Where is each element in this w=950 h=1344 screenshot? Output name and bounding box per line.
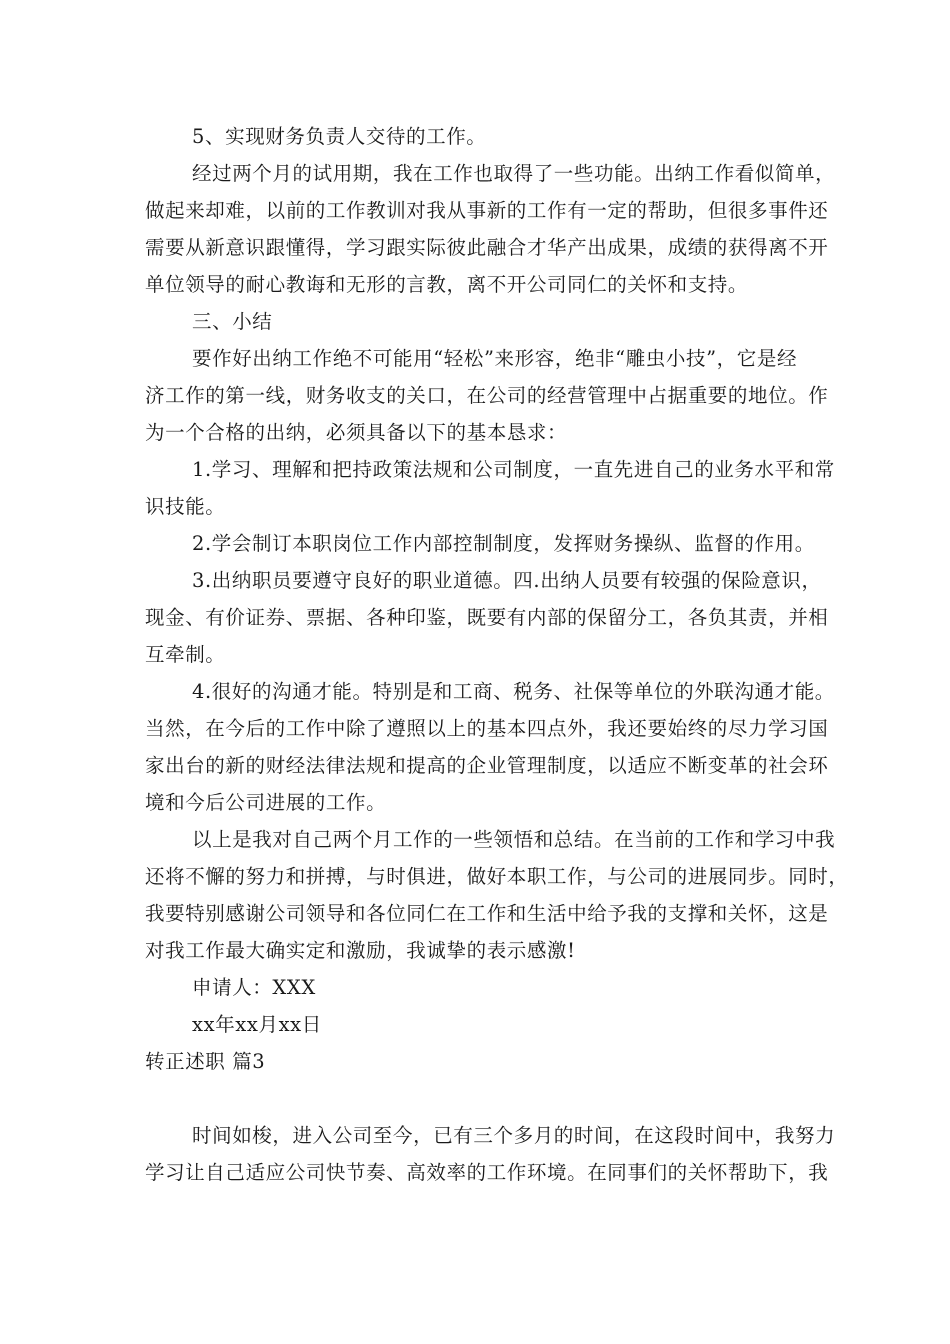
paragraph-line: 当然，在今后的工作中除了遵照以上的基本四点外，我还要始终的尽力学习国	[145, 717, 829, 740]
applicant-signature: 申请人：XXX	[192, 976, 316, 999]
list-item: 4.很好的沟通才能。特别是和工商、税务、社保等单位的外联沟通才能。	[192, 680, 835, 703]
paragraph-line: 济工作的第一线，财务收支的关口，在公司的经营管理中占据重要的地位。作	[145, 384, 829, 407]
paragraph-line: 互牵制。	[145, 643, 226, 666]
paragraph-line: 时间如梭，进入公司至今，已有三个多月的时间，在这段时间中，我努力	[192, 1124, 836, 1147]
paragraph-line: 经过两个月的试用期，我在工作也取得了一些功能。出纳工作看似简单，	[192, 162, 836, 185]
paragraph-line: 还将不懈的努力和拼搏，与时俱进，做好本职工作，与公司的进展同步。同时，	[145, 865, 849, 888]
paragraph-line: 现金、有价证券、票据、各种印鉴，既要有内部的保留分工，各负其责，并相	[145, 606, 829, 629]
list-item: 1.学习、理解和把持政策法规和公司制度，一直先进自己的业务水平和常	[192, 458, 835, 481]
paragraph-line: 需要从新意识跟懂得，学习跟实际彼此融合才华产出成果，成绩的获得离不开	[145, 236, 829, 259]
date-line: xx年xx月xx日	[192, 1013, 322, 1036]
paragraph-line: 识技能。	[145, 495, 226, 518]
paragraph-line: 要作好出纳工作绝不可能用“轻松”来形容，绝非“雕虫小技”，它是经	[192, 347, 798, 370]
list-item: 3.出纳职员要遵守良好的职业道德。四.出纳人员要有较强的保险意识，	[192, 569, 822, 592]
paragraph-line: 以上是我对自己两个月工作的一些领悟和总结。在当前的工作和学习中我	[192, 828, 836, 851]
paragraph-line: 我要特别感谢公司领导和各位同仁在工作和生活中给予我的支撑和关怀，这是	[145, 902, 829, 925]
paragraph-line: 学习让自己适应公司快节奏、高效率的工作环境。在同事们的关怀帮助下，我	[145, 1161, 829, 1184]
section-title: 转正述职 篇3	[145, 1050, 266, 1073]
list-item: 5、实现财务负责人交待的工作。	[192, 125, 487, 148]
paragraph-line: 为一个合格的出纳，必须具备以下的基本恳求：	[145, 421, 568, 444]
paragraph-line: 单位领导的耐心教诲和无形的言教，离不开公司同仁的关怀和支持。	[145, 273, 749, 296]
paragraph-line: 做起来却难，以前的工作教训对我从事新的工作有一定的帮助，但很多事件还	[145, 199, 829, 222]
paragraph-line: 家出台的新的财经法律法规和提高的企业管理制度，以适应不断变革的社会环	[145, 754, 829, 777]
blank-line	[145, 1080, 805, 1117]
list-item: 2.学会制订本职岗位工作内部控制制度，发挥财务操纵、监督的作用。	[192, 532, 815, 555]
paragraph-line: 对我工作最大确实定和激励，我诚挚的表示感激!	[145, 939, 576, 962]
paragraph-line: 境和今后公司进展的工作。	[145, 791, 387, 814]
section-heading: 三、小结	[192, 310, 273, 333]
document-body	[145, 118, 849, 1191]
